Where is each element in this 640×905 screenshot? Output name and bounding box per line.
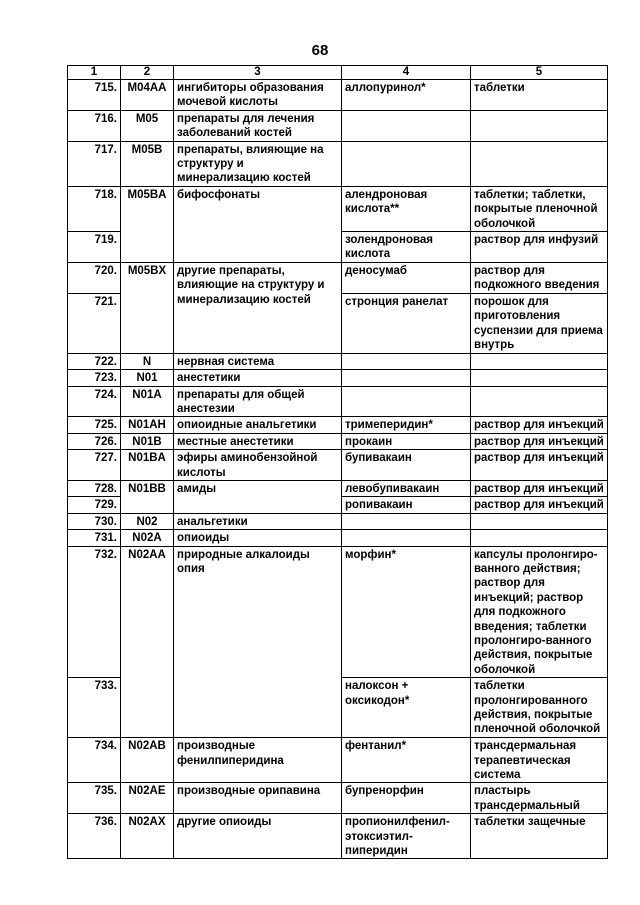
group-name: другие препараты, влияющие на структуру и минерализацию костей <box>174 262 342 353</box>
dosage-form: пластырь трансдермальный <box>471 783 608 814</box>
table-row <box>68 386 608 417</box>
atc-code: N01BA <box>121 450 174 481</box>
group-name: анальгетики <box>174 513 342 529</box>
header-row <box>68 66 608 80</box>
group-name: препараты для лечения заболеваний костей <box>174 110 342 141</box>
atc-code: N02AX <box>121 814 174 859</box>
drug-name: бупренорфин <box>342 783 471 814</box>
drug-name: ропивакаин <box>342 497 471 513</box>
row-number: 722. <box>68 353 121 369</box>
group-name: ингибиторы образования мочевой кислоты <box>174 80 342 111</box>
dosage-form: раствор для инъекций <box>471 417 608 433</box>
table-row <box>68 513 608 529</box>
column-header: 3 <box>174 66 342 80</box>
table-row <box>68 530 608 546</box>
table-row <box>68 417 608 433</box>
row-number: 720. <box>68 262 121 293</box>
drug-name: фентанил* <box>342 738 471 783</box>
atc-code: M05B <box>121 141 174 186</box>
row-number: 718. <box>68 186 121 231</box>
table-row <box>68 814 608 859</box>
dosage-form: порошок для приготовления суспензии для приема внутрь <box>471 293 608 353</box>
drug-name <box>342 141 471 186</box>
column-header: 4 <box>342 66 471 80</box>
table-row <box>68 80 608 111</box>
atc-code: N01 <box>121 370 174 386</box>
atc-code: M04AA <box>121 80 174 111</box>
row-number: 732. <box>68 546 121 678</box>
row-number: 728. <box>68 480 121 496</box>
dosage-form <box>471 513 608 529</box>
drug-name: морфин* <box>342 546 471 678</box>
group-name: амиды <box>174 480 342 496</box>
drug-name: алендроновая кислота** <box>342 186 471 231</box>
atc-code: M05BA <box>121 186 174 231</box>
row-number: 717. <box>68 141 121 186</box>
dosage-form: капсулы пролонгиро-ванного действия; раствор для инъекций; раствор для подкожного введения; таблетки пролонгиро-ванного действия, покрытые оболочкой <box>471 546 608 678</box>
column-header: 1 <box>68 66 121 80</box>
drug-name <box>342 530 471 546</box>
drug-name <box>342 513 471 529</box>
row-number: 725. <box>68 417 121 433</box>
group-name-empty <box>174 678 342 738</box>
drug-name: пропионилфенил-этоксиэтил-пиперидин <box>342 814 471 859</box>
atc-code: M05BX <box>121 262 174 353</box>
medicines-table <box>67 65 608 859</box>
dosage-form: раствор для инъекций <box>471 497 608 513</box>
dosage-form: раствор для инъекций <box>471 450 608 481</box>
drug-name <box>342 353 471 369</box>
drug-name: стронция ранелат <box>342 293 471 353</box>
row-number: 734. <box>68 738 121 783</box>
row-number: 726. <box>68 433 121 449</box>
table-row <box>68 353 608 369</box>
table-row <box>68 110 608 141</box>
table-row <box>68 738 608 783</box>
table-row <box>68 232 608 263</box>
atc-code: N02AA <box>121 546 174 678</box>
atc-code: N01BB <box>121 480 174 496</box>
row-number: 733. <box>68 678 121 738</box>
group-name-empty <box>174 232 342 263</box>
group-name: нервная система <box>174 353 342 369</box>
column-header: 5 <box>471 66 608 80</box>
table-row <box>68 433 608 449</box>
table-row <box>68 783 608 814</box>
group-name: производные орипавина <box>174 783 342 814</box>
dosage-form: раствор для инъекций <box>471 480 608 496</box>
row-number: 729. <box>68 497 121 513</box>
atc-code-empty <box>121 678 174 738</box>
atc-code: N02AE <box>121 783 174 814</box>
group-name: препараты, влияющие на структуру и минерализацию костей <box>174 141 342 186</box>
drug-name: аллопуринол* <box>342 80 471 111</box>
row-number: 736. <box>68 814 121 859</box>
dosage-form: раствор для подкожного введения <box>471 262 608 293</box>
drug-name: бупивакаин <box>342 450 471 481</box>
dosage-form <box>471 370 608 386</box>
drug-name: налоксон + оксикодон* <box>342 678 471 738</box>
table-row <box>68 678 608 738</box>
drug-name: тримеперидин* <box>342 417 471 433</box>
dosage-form: раствор для инъекций <box>471 433 608 449</box>
atc-code: N02 <box>121 513 174 529</box>
dosage-form <box>471 141 608 186</box>
table-row <box>68 546 608 678</box>
table-row <box>68 497 608 513</box>
atc-code-empty <box>121 232 174 263</box>
drug-name: золендроновая кислота <box>342 232 471 263</box>
row-number: 719. <box>68 232 121 263</box>
group-name-empty <box>174 497 342 513</box>
row-number: 730. <box>68 513 121 529</box>
dosage-form: таблетки пролонгированного действия, покрытые пленочной оболочкой <box>471 678 608 738</box>
drug-name <box>342 386 471 417</box>
table-row <box>68 480 608 496</box>
group-name: природные алкалоиды опия <box>174 546 342 678</box>
table-row <box>68 370 608 386</box>
table-row <box>68 186 608 231</box>
row-number: 724. <box>68 386 121 417</box>
atc-code: N02AB <box>121 738 174 783</box>
group-name: опиоиды <box>174 530 342 546</box>
group-name: препараты для общей анестезии <box>174 386 342 417</box>
drug-name: деносумаб <box>342 262 471 293</box>
dosage-form <box>471 353 608 369</box>
group-name: опиоидные анальгетики <box>174 417 342 433</box>
dosage-form <box>471 386 608 417</box>
dosage-form <box>471 530 608 546</box>
group-name: местные анестетики <box>174 433 342 449</box>
dosage-form <box>471 110 608 141</box>
row-number: 735. <box>68 783 121 814</box>
dosage-form: таблетки; таблетки, покрытые пленочной оболочкой <box>471 186 608 231</box>
row-number: 716. <box>68 110 121 141</box>
atc-code: N02A <box>121 530 174 546</box>
dosage-form: таблетки <box>471 80 608 111</box>
row-number: 715. <box>68 80 121 111</box>
row-number: 731. <box>68 530 121 546</box>
row-number: 721. <box>68 293 121 353</box>
row-number: 723. <box>68 370 121 386</box>
page-number: 68 <box>311 42 329 59</box>
dosage-form: таблетки защечные <box>471 814 608 859</box>
atc-code-empty <box>121 497 174 513</box>
group-name: анестетики <box>174 370 342 386</box>
atc-code: M05 <box>121 110 174 141</box>
group-name: другие опиоиды <box>174 814 342 859</box>
atc-code: N <box>121 353 174 369</box>
group-name: эфиры аминобензойной кислоты <box>174 450 342 481</box>
dosage-form: трансдермальная терапевтическая система <box>471 738 608 783</box>
table-row <box>68 262 608 293</box>
table-row <box>68 141 608 186</box>
atc-code: N01AH <box>121 417 174 433</box>
column-header: 2 <box>121 66 174 80</box>
group-name: производные фенилпиперидина <box>174 738 342 783</box>
atc-code: N01A <box>121 386 174 417</box>
drug-name: прокаин <box>342 433 471 449</box>
drug-name <box>342 110 471 141</box>
drug-name <box>342 370 471 386</box>
dosage-form: раствор для инфузий <box>471 232 608 263</box>
drug-name: левобупивакаин <box>342 480 471 496</box>
table-row <box>68 450 608 481</box>
row-number: 727. <box>68 450 121 481</box>
atc-code: N01B <box>121 433 174 449</box>
group-name: бифосфонаты <box>174 186 342 231</box>
